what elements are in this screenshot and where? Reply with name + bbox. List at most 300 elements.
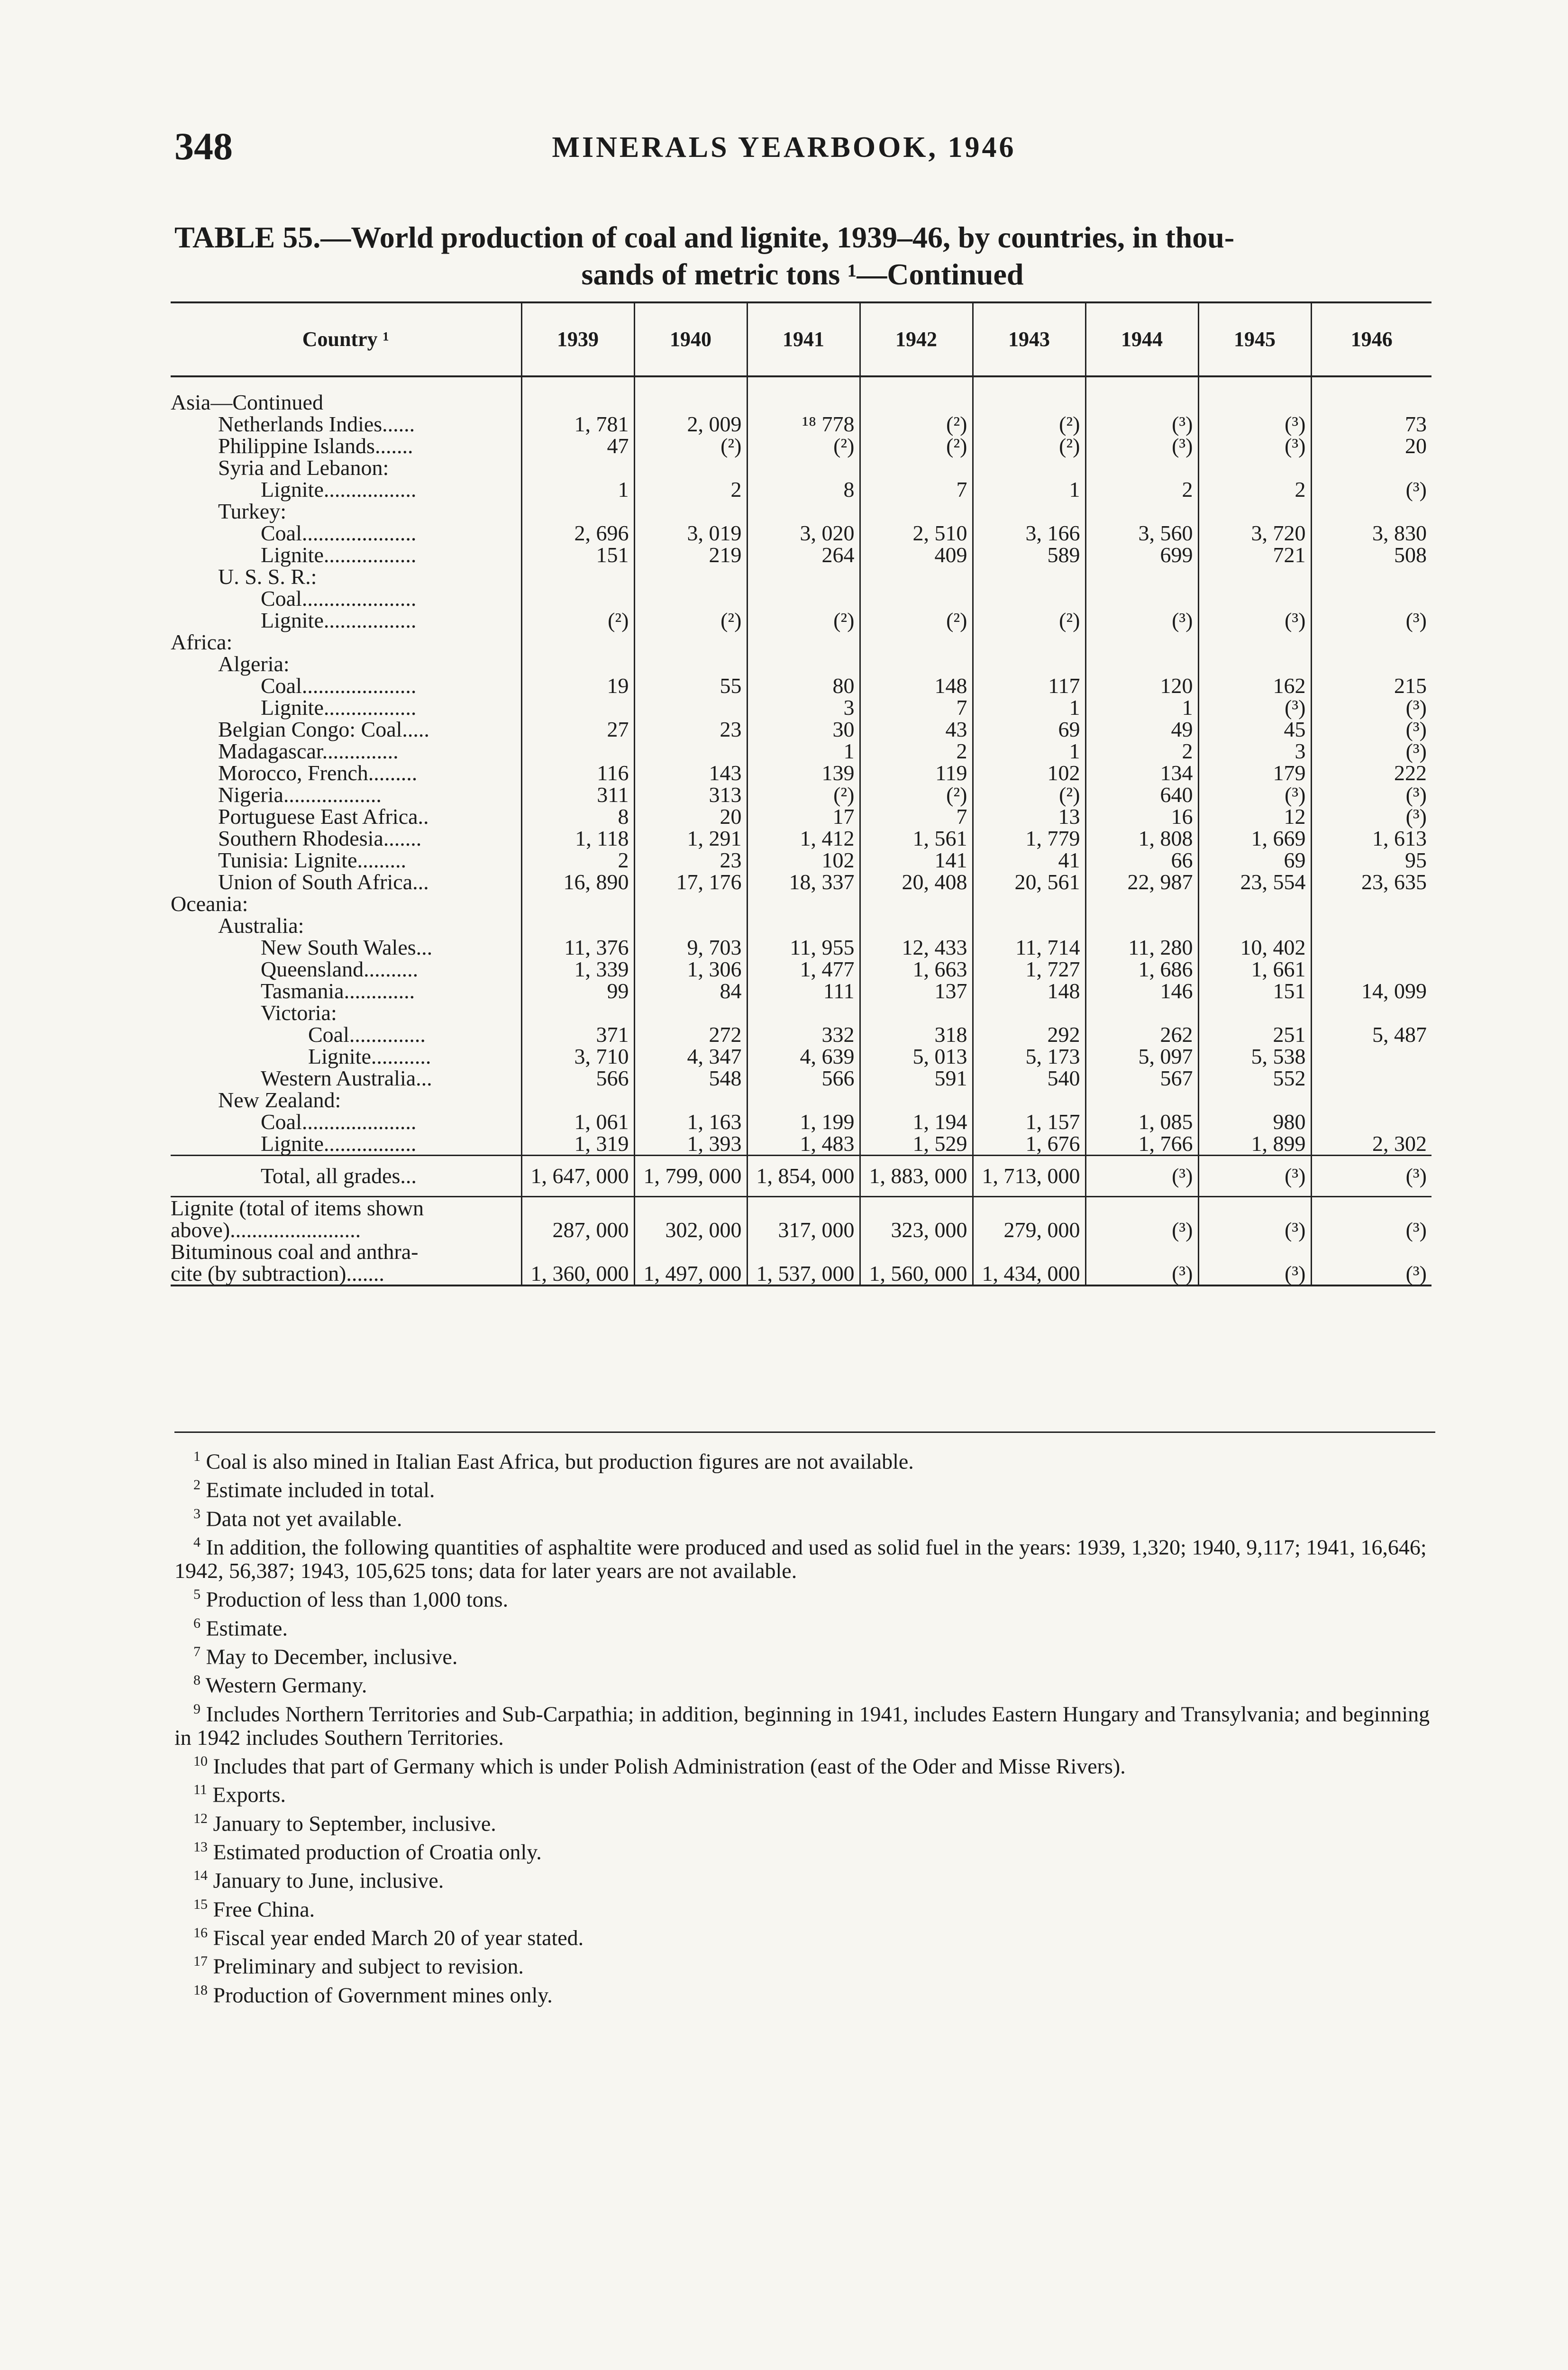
table-cell: 134	[1085, 762, 1198, 784]
table-cell: 1, 899	[1198, 1133, 1311, 1156]
table-title-line-2: sands of metric tons ¹—Continued	[581, 257, 1024, 291]
table-cell: (³)	[1198, 435, 1311, 457]
table-cell	[860, 653, 973, 675]
table-cell: 3	[747, 697, 860, 719]
table-cell: 279, 000	[973, 1197, 1085, 1241]
table-cell	[747, 653, 860, 675]
table-cell: 7	[860, 479, 973, 501]
table-cell: 2	[1198, 479, 1311, 501]
row-label	[171, 719, 521, 740]
table-cell: 73	[1311, 413, 1431, 435]
row-label-text: U. S. S. R.:	[218, 565, 317, 589]
footnote	[174, 1502, 1435, 1531]
table-cell	[634, 1089, 747, 1111]
table-cell: 1	[521, 479, 634, 501]
row-label-text: New Zealand:	[218, 1088, 341, 1112]
table-cell: 23, 554	[1198, 871, 1311, 893]
table-cell	[634, 457, 747, 479]
footnote-text: Estimate.	[206, 1615, 288, 1640]
table-cell: 1, 194	[860, 1111, 973, 1133]
table-cell: 566	[521, 1067, 634, 1089]
table-row	[171, 501, 1431, 522]
row-label	[171, 631, 521, 653]
table-cell: 27	[521, 719, 634, 740]
footnote	[174, 1950, 1435, 1978]
table-cell: 508	[1311, 544, 1431, 566]
table-cell	[521, 740, 634, 762]
table-cell: 4, 347	[634, 1046, 747, 1067]
table-cell: 69	[973, 719, 1085, 740]
table-row	[171, 1133, 1431, 1156]
table-cell: 272	[634, 1024, 747, 1046]
table-cell	[747, 1089, 860, 1111]
table-cell: ¹⁸ 778	[747, 413, 860, 435]
footnote	[174, 1612, 1435, 1640]
table-cell	[973, 1089, 1085, 1111]
table-cell: 2	[860, 740, 973, 762]
footnote-number: 7	[193, 1643, 201, 1659]
footnote	[174, 1807, 1435, 1835]
footnote-divider	[174, 1431, 1435, 1433]
row-label-text: Victoria:	[261, 1001, 337, 1025]
row-label-text: Australia:	[218, 913, 304, 938]
footnote	[174, 1921, 1435, 1950]
table-cell: 119	[860, 762, 973, 784]
table-cell: 137	[860, 980, 973, 1002]
table-cell	[1311, 1067, 1431, 1089]
table-row	[171, 413, 1431, 435]
table-cell: 5, 173	[973, 1046, 1085, 1067]
footnote	[174, 1893, 1435, 1921]
row-label-text: Lignite.................	[261, 608, 417, 632]
row-label-text: Belgian Congo: Coal.....	[218, 717, 429, 741]
table-cell: 1, 561	[860, 828, 973, 849]
table-cell	[860, 566, 973, 588]
footnote-number: 13	[193, 1839, 208, 1855]
footnote	[174, 1697, 1435, 1750]
table-cell: 2	[1085, 479, 1198, 501]
table-cell: 1, 676	[973, 1133, 1085, 1156]
row-label-text: New South Wales...	[261, 935, 433, 959]
table-cell	[1085, 457, 1198, 479]
table-cell: 3	[1198, 740, 1311, 762]
table-cell	[1311, 501, 1431, 522]
table-row	[171, 937, 1431, 958]
row-label	[171, 828, 521, 849]
table-cell	[1311, 588, 1431, 610]
row-label	[171, 1046, 521, 1067]
row-label-text: cite (by subtraction).......	[171, 1261, 384, 1285]
table-row	[171, 958, 1431, 980]
table-cell	[521, 501, 634, 522]
footnote-text: Western Germany.	[205, 1673, 367, 1697]
table-cell: 589	[973, 544, 1085, 566]
table-cell: 2, 696	[521, 522, 634, 544]
table-cell: 2, 302	[1311, 1133, 1431, 1156]
row-label	[171, 457, 521, 479]
table-cell: 1	[973, 740, 1085, 762]
table-cell: 162	[1198, 675, 1311, 697]
column-header: 1945	[1198, 302, 1311, 376]
header-row	[171, 302, 1431, 376]
table-cell	[521, 631, 634, 653]
table-cell	[1311, 1046, 1431, 1067]
table-cell	[973, 915, 1085, 937]
table-cell	[747, 1002, 860, 1024]
row-label	[171, 1002, 521, 1024]
table-cell	[521, 697, 634, 719]
table-cell	[973, 566, 1085, 588]
row-label-text: Union of South Africa...	[218, 870, 429, 894]
table-cell: 3, 166	[973, 522, 1085, 544]
table-cell	[747, 588, 860, 610]
production-table	[171, 301, 1431, 1286]
row-label	[171, 1089, 521, 1111]
table-cell: 1, 319	[521, 1133, 634, 1156]
table-cell: 1	[1085, 697, 1198, 719]
table-cell: (³)	[1198, 784, 1311, 806]
table-cell: 141	[860, 849, 973, 871]
spacer-cell	[747, 376, 860, 392]
table-cell	[634, 740, 747, 762]
table-row	[171, 849, 1431, 871]
footnote-text: Includes Northern Territories and Sub-Carpathia; in addition, beginning in 1941, includes Eastern Hungary and Transylvania; and beginning in 1942 includes Southern Territories.	[174, 1701, 1430, 1750]
row-label-text: Southern Rhodesia.......	[218, 826, 422, 850]
row-label-text: Tasmania.............	[261, 979, 415, 1003]
footnote-text: Estimate included in total.	[206, 1477, 435, 1502]
footnote-number: 2	[193, 1477, 201, 1493]
table-cell: 116	[521, 762, 634, 784]
row-label	[171, 1111, 521, 1133]
table-cell: 8	[521, 806, 634, 828]
row-label-text: Tunisia: Lignite.........	[218, 848, 406, 872]
row-label	[171, 849, 521, 871]
table-row	[171, 479, 1431, 501]
table-cell	[1311, 1111, 1431, 1133]
table-cell	[1198, 653, 1311, 675]
row-label-text: Coal.....................	[261, 521, 417, 545]
footnote-number: 3	[193, 1505, 201, 1522]
row-label-text: Lignite.................	[261, 477, 417, 501]
table-row	[171, 610, 1431, 631]
table-cell: 1, 497, 000	[634, 1241, 747, 1285]
table-cell	[1085, 501, 1198, 522]
table-cell: (³)	[1311, 806, 1431, 828]
table-cell: 222	[1311, 762, 1431, 784]
table-cell	[1198, 631, 1311, 653]
footnote-number: 14	[193, 1868, 208, 1884]
footnote	[174, 1864, 1435, 1892]
row-label-text: Lignite.................	[261, 543, 417, 567]
table-cell	[634, 566, 747, 588]
table-row	[171, 566, 1431, 588]
footnote-text: Preliminary and subject to revision.	[213, 1954, 524, 1978]
table-cell	[521, 392, 634, 413]
table-cell: 95	[1311, 849, 1431, 871]
table-cell: 23	[634, 719, 747, 740]
footnote	[174, 1750, 1435, 1778]
table-cell: 1, 560, 000	[860, 1241, 973, 1285]
table-cell: 1, 118	[521, 828, 634, 849]
footnote-text: Fiscal year ended March 20 of year stated.	[213, 1925, 584, 1950]
table-row	[171, 522, 1431, 544]
row-label-text: Lignite.................	[261, 1131, 417, 1156]
table-row	[171, 544, 1431, 566]
row-label	[171, 915, 521, 937]
row-label-text: Lignite.................	[261, 695, 417, 720]
footnote	[174, 1531, 1435, 1583]
table-cell: 9, 703	[634, 937, 747, 958]
table-title	[174, 219, 1431, 293]
table-cell	[1198, 392, 1311, 413]
table-cell: 317, 000	[747, 1197, 860, 1241]
table-cell: (³)	[1085, 1156, 1198, 1197]
running-head	[174, 124, 1394, 176]
footnote	[174, 1835, 1435, 1864]
table-cell	[860, 392, 973, 413]
table-cell: 1, 157	[973, 1111, 1085, 1133]
table-cell	[973, 631, 1085, 653]
table-cell: 11, 955	[747, 937, 860, 958]
table-cell	[860, 915, 973, 937]
footnote-text: January to September, inclusive.	[213, 1811, 496, 1835]
table-cell: 179	[1198, 762, 1311, 784]
row-label-text: Morocco, French.........	[218, 761, 418, 785]
table-cell	[1311, 915, 1431, 937]
table-cell: 102	[747, 849, 860, 871]
table-cell: 409	[860, 544, 973, 566]
table-cell: 20	[1311, 435, 1431, 457]
spacer-row	[171, 376, 1431, 392]
table-cell: 17	[747, 806, 860, 828]
table-cell: 540	[973, 1067, 1085, 1089]
table-cell: 148	[973, 980, 1085, 1002]
table-cell: 1	[973, 479, 1085, 501]
table-cell: (³)	[1311, 740, 1431, 762]
row-label-text: Asia—Continued	[171, 390, 323, 414]
table-row	[171, 828, 1431, 849]
table-cell: 11, 376	[521, 937, 634, 958]
table-cell	[1085, 566, 1198, 588]
table-row	[171, 871, 1431, 893]
row-label	[171, 610, 521, 631]
row-label	[171, 1241, 521, 1285]
table-cell	[973, 457, 1085, 479]
table-cell	[860, 501, 973, 522]
table-cell	[973, 588, 1085, 610]
table-cell: 151	[1198, 980, 1311, 1002]
table-cell: 45	[1198, 719, 1311, 740]
table-cell: (²)	[973, 610, 1085, 631]
table-row	[171, 1197, 1431, 1241]
table-row	[171, 762, 1431, 784]
table-cell: 7	[860, 806, 973, 828]
table-cell	[1085, 915, 1198, 937]
table-cell	[521, 653, 634, 675]
table-cell: 292	[973, 1024, 1085, 1046]
row-label-text: Oceania:	[171, 892, 248, 916]
column-header: 1943	[973, 302, 1085, 376]
table-cell: 99	[521, 980, 634, 1002]
footnote-text: Data not yet available.	[206, 1506, 402, 1531]
row-label-text: Coal.....................	[261, 586, 417, 611]
row-label	[171, 479, 521, 501]
row-label-text: Western Australia...	[261, 1066, 432, 1090]
row-label	[171, 588, 521, 610]
table-cell	[1311, 566, 1431, 588]
row-label	[171, 762, 521, 784]
table-cell	[1085, 588, 1198, 610]
row-label-text: Total, all grades...	[261, 1164, 417, 1188]
table-cell: (³)	[1085, 1241, 1198, 1285]
table-cell: 251	[1198, 1024, 1311, 1046]
footnote	[174, 1473, 1435, 1502]
column-header: 1942	[860, 302, 973, 376]
table-cell	[1198, 1089, 1311, 1111]
table-cell: 371	[521, 1024, 634, 1046]
table-cell: 23, 635	[1311, 871, 1431, 893]
table-cell: 1, 529	[860, 1133, 973, 1156]
table-cell: (³)	[1311, 697, 1431, 719]
table-cell: (³)	[1085, 610, 1198, 631]
row-label-text: Coal.....................	[261, 674, 417, 698]
table-cell: 1, 661	[1198, 958, 1311, 980]
row-label-text: Netherlands Indies......	[218, 412, 415, 436]
row-label	[171, 958, 521, 980]
table-cell	[1311, 958, 1431, 980]
row-label	[171, 784, 521, 806]
table-cell: 117	[973, 675, 1085, 697]
table-cell: 1	[747, 740, 860, 762]
table-cell: (³)	[1198, 1156, 1311, 1197]
table-cell	[1085, 392, 1198, 413]
table-cell: 55	[634, 675, 747, 697]
table-cell: 143	[634, 762, 747, 784]
table-cell	[634, 653, 747, 675]
table-cell	[860, 588, 973, 610]
table-cell: (³)	[1085, 435, 1198, 457]
table-row	[171, 435, 1431, 457]
table-cell: (³)	[1311, 784, 1431, 806]
table-cell	[521, 893, 634, 915]
table-row	[171, 1111, 1431, 1133]
table-cell: 13	[973, 806, 1085, 828]
table-cell: (³)	[1085, 1197, 1198, 1241]
row-label-text: Philippine Islands.......	[218, 434, 413, 458]
table-cell	[860, 1089, 973, 1111]
table-cell: 1, 808	[1085, 828, 1198, 849]
row-label	[171, 522, 521, 544]
row-label-text: above)........................	[171, 1218, 361, 1242]
table-cell	[634, 893, 747, 915]
table-cell: (²)	[747, 784, 860, 806]
table-cell: (²)	[634, 435, 747, 457]
table-cell: (³)	[1311, 1156, 1431, 1197]
row-label-text: Bituminous coal and anthra-	[171, 1240, 419, 1264]
table-cell: 1, 393	[634, 1133, 747, 1156]
footnote-number: 8	[193, 1672, 201, 1688]
table-cell	[860, 1002, 973, 1024]
table-cell: (³)	[1198, 697, 1311, 719]
table-row	[171, 893, 1431, 915]
table-cell: 8	[747, 479, 860, 501]
table-cell: 4, 639	[747, 1046, 860, 1067]
table-body	[171, 376, 1431, 1285]
table-cell	[634, 501, 747, 522]
table-cell	[747, 631, 860, 653]
table-cell	[1198, 501, 1311, 522]
table-cell: 12, 433	[860, 937, 973, 958]
row-label	[171, 1133, 521, 1156]
table-cell: (²)	[860, 413, 973, 435]
table-cell: 5, 013	[860, 1046, 973, 1067]
table-cell	[1198, 893, 1311, 915]
table-cell: 2, 009	[634, 413, 747, 435]
table-cell: (²)	[521, 610, 634, 631]
row-label-text: Lignite...........	[308, 1044, 431, 1068]
row-label	[171, 413, 521, 435]
row-label-text: Lignite (total of items shown	[171, 1196, 424, 1220]
footnote-number: 12	[193, 1810, 208, 1826]
row-label-text: Portuguese East Africa..	[218, 804, 429, 829]
footnote-number: 5	[193, 1586, 201, 1603]
row-label-text: Queensland..........	[261, 957, 419, 981]
table-cell: 1, 647, 000	[521, 1156, 634, 1197]
table-row	[171, 392, 1431, 413]
table-cell	[634, 588, 747, 610]
table-cell: 10, 402	[1198, 937, 1311, 958]
table-cell: (²)	[860, 435, 973, 457]
table-cell: (³)	[1198, 1241, 1311, 1285]
table-cell	[521, 1002, 634, 1024]
table-cell: 1, 883, 000	[860, 1156, 973, 1197]
table-cell: (²)	[747, 610, 860, 631]
table-cell: 3, 830	[1311, 522, 1431, 544]
table-cell: 1, 434, 000	[973, 1241, 1085, 1285]
table-cell: 66	[1085, 849, 1198, 871]
table-cell: 20, 561	[973, 871, 1085, 893]
table-cell: 2	[521, 849, 634, 871]
footnote-text: January to June, inclusive.	[213, 1868, 444, 1893]
footnote-text: Production of less than 1,000 tons.	[206, 1587, 509, 1612]
table-cell: 318	[860, 1024, 973, 1046]
column-header: 1939	[521, 302, 634, 376]
table-cell: 5, 538	[1198, 1046, 1311, 1067]
table-cell	[521, 915, 634, 937]
table-row	[171, 1067, 1431, 1089]
table-cell: 1, 163	[634, 1111, 747, 1133]
table-cell: 102	[973, 762, 1085, 784]
table-cell: 80	[747, 675, 860, 697]
spacer-cell	[860, 376, 973, 392]
row-label	[171, 893, 521, 915]
table-cell: (³)	[1198, 1197, 1311, 1241]
table-cell: (²)	[860, 784, 973, 806]
table-cell: (³)	[1311, 479, 1431, 501]
table-cell: 41	[973, 849, 1085, 871]
row-label	[171, 1067, 521, 1089]
footnote-text: Coal is also mined in Italian East Africa, but production figures are not available.	[206, 1449, 914, 1474]
table-cell	[1311, 457, 1431, 479]
table-row	[171, 675, 1431, 697]
row-label	[171, 566, 521, 588]
table-row	[171, 719, 1431, 740]
footnote	[174, 1583, 1435, 1611]
table-cell: 1, 360, 000	[521, 1241, 634, 1285]
table-cell	[747, 566, 860, 588]
table-cell: 30	[747, 719, 860, 740]
table-cell: (²)	[634, 610, 747, 631]
